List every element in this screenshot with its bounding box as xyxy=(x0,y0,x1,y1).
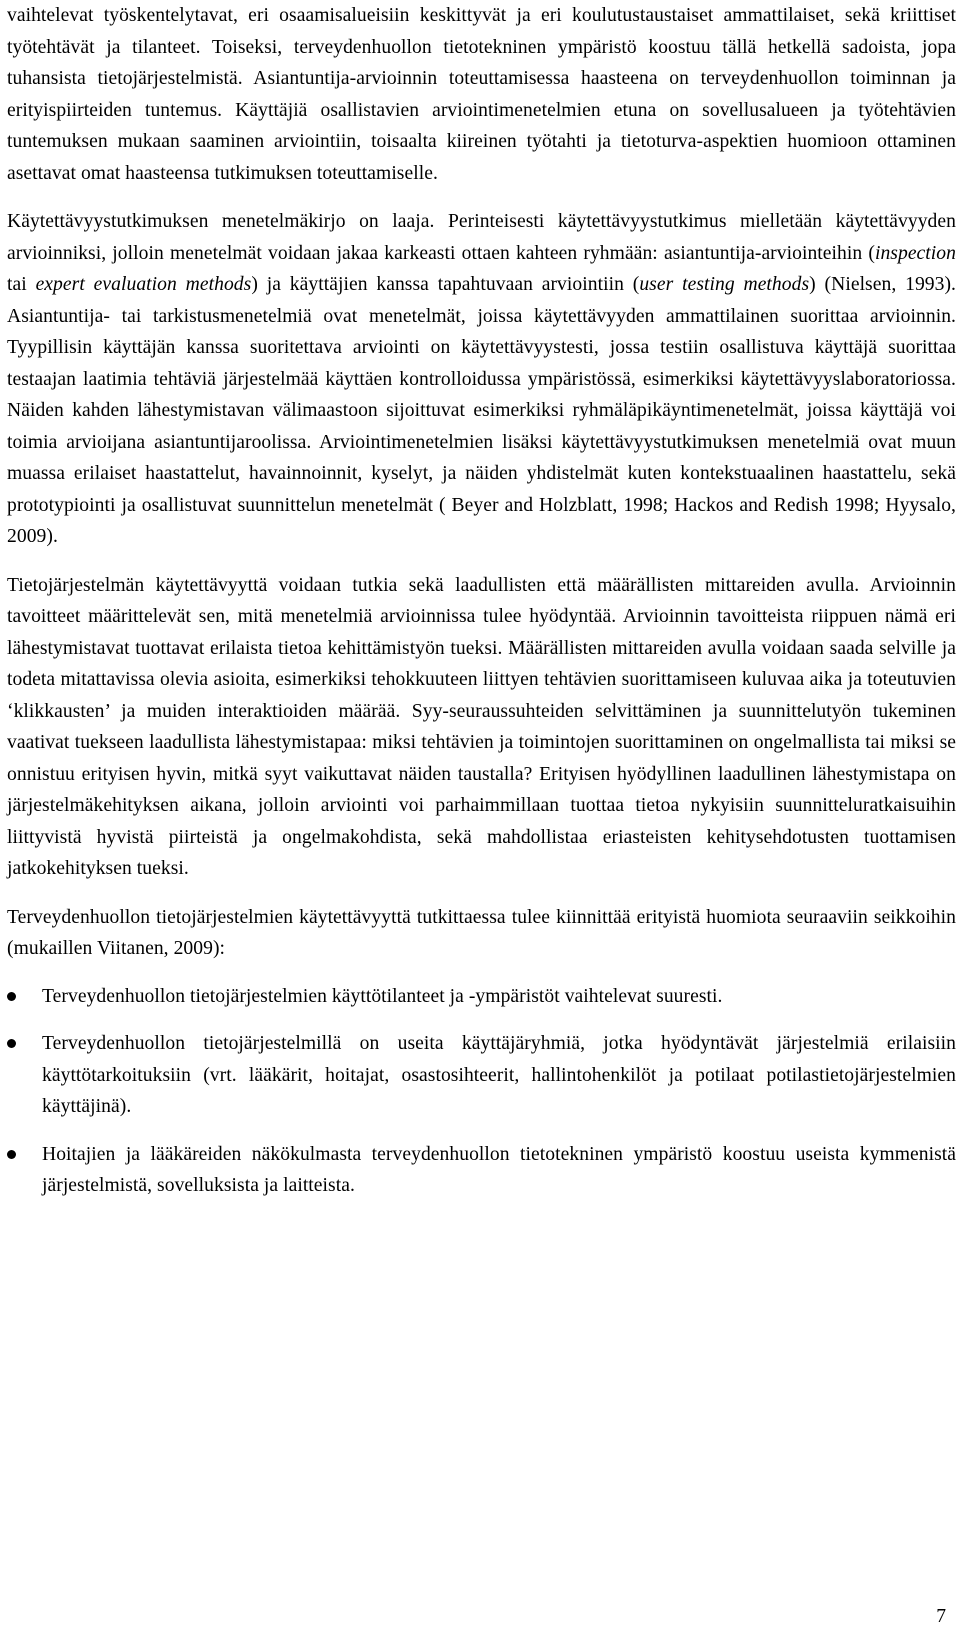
paragraph-1 xyxy=(7,0,956,189)
bullet-icon xyxy=(7,1150,16,1159)
term-user-testing-methods: user testing methods xyxy=(639,274,810,295)
paragraph-2-text-g: ) (Nielsen, 1993). Asiantuntija- tai tarkistusmenetelmiä ovat menetelmät, joissa käytettävyyden ammattilainen suorittaa arvioinnin. Tyypillisin käyttäjän kanssa suoritettava arviointi on käytettävyystesti, jossa testiin osallistuva käyttäjä suorittaa testaajan laatimia tehtäviä järjestelmää käyttäen kontrolloidussa ympäristössä, esimerkiksi käytettävyyslaboratoriossa. Näiden kahden lähestymistavan välimaastoon sijoittuvat esimerkiksi ryhmäläpikäyntimenetelmät, joissa käyttäjä voi toimia arvioijana asiantuntijaroolissa. Arviointimenetelmien lisäksi käytettävyystutkimuksen menetelmiä ovat muun muassa erilaiset haastattelut, havainnoinnit, kyselyt, ja näiden yhdistelmät kuten kontekstuaalinen haastattelu, sekä prototypiointi ja osallistuvat suunnittelun menetelmät ( Beyer and Holzblatt, 1998; Hackos and Redish 1998; Hyysalo, 2009). xyxy=(7,274,957,547)
bullet-item-text: Terveydenhuollon tietojärjestelmillä on useita käyttäjäryhmiä, jotka hyödyntävät järjestelmiä erilaisiin käyttötarkoituksiin (vrt. lääkärit, hoitajat, osastosihteerit, hallintohenkilöt ja potilaat potilastietojärjestelmien käyttäjinä). xyxy=(42,1033,956,1117)
paragraph-2-text-c: tai xyxy=(7,274,36,295)
bullet-item xyxy=(7,1139,956,1202)
bullet-item-text: Hoitajien ja lääkäreiden näkökulmasta terveydenhuollon tietotekninen ympäristö koostuu useista kymmenistä järjestelmistä, sovelluksista ja laitteista. xyxy=(42,1143,956,1196)
paragraph-2-text-a: Käytettävyystutkimuksen menetelmäkirjo on laaja. Perinteisesti käytettävyystutkimus mielletään käytettävyyden arvioinniksi, jolloin menetelmät voidaan jakaa karkeasti ottaen kahteen ryhmään: asiantuntija-arviointeihin ( xyxy=(7,211,956,264)
bullet-icon xyxy=(7,1039,16,1048)
paragraph-4: Terveydenhuollon tietojärjestelmien käytettävyyttä tutkittaessa tulee kiinnittää erityistä huomiota seuraaviin seikkoihin (mukaillen Viitanen, 2009): xyxy=(7,906,956,959)
paragraph-2-text-e: ) ja käyttäjien kanssa tapahtuvaan arviointiin ( xyxy=(251,274,640,295)
page-number: 7 xyxy=(936,1606,946,1627)
bullet-icon xyxy=(7,992,16,1001)
bullet-item xyxy=(7,1028,956,1123)
term-inspection: inspection xyxy=(874,242,956,264)
paragraph-3: Tietojärjestelmän käytettävyyttä voidaan tutkia sekä laadullisten että määrällisten mittareiden avulla. Arvioinnin tavoitteet määrittelevät sen, mitä menetelmiä arvioinnissa tulee hyödyntää. Arvioinnin tavoitteista riippuen nämä eri lähestymistavat tuottavat erilaista tietoa kehittämistyön tueksi. Määrällisten mittareiden avulla voidaan saada selville ja todeta mitattavissa olevia asioita, esimerkiksi tehokkuuteen liittyen tehtävien suorittamiseen kuluvaa aika ja toteutuvien ‘klikkausten’ ja muiden interaktioiden määrää. Syy-seuraussuhteiden selvittäminen ja suunnittelutyön tukeminen vaativat tuekseen laadullista lähestymistapaa: miksi tehtävien ja toimintojen suorittaminen on ongelmallista tai miksi se onnistuu erityisen hyvin, mitkä syyt vaikuttavat näiden taustalla? Erityisen hyödyllinen laadullinen lähestymistapa on järjestelmäkehityksen aikana, jolloin arviointi voi parhaimmillaan tuottaa tietoa nykyisiin suunnitteluratkaisuihin liittyvistä hyvistä piirteistä ja ongelmakohdista, sekä mahdollistaa eriasteisten kehitysehdotusten tuottamisen jatkokehityksen tueksi. xyxy=(7,574,956,879)
term-expert-evaluation-methods: expert evaluation methods xyxy=(35,274,252,295)
document-page xyxy=(7,0,956,1218)
paragraph-2 xyxy=(7,206,956,553)
paragraph-1-text: vaihtelevat työskentelytavat, eri osaamisalueisiin keskittyvät ja eri koulutustaustaiset ammattilaiset, sekä kriittiset työtehtävät ja tilanteet. Toiseksi, terveydenhuollon tietotekninen ympäristö koostuu tällä hetkellä sadoista, jopa tuhansista tietojärjestelmistä. Asiantuntija-arvioinnin toteuttamisessa haasteena on terveydenhuollon toiminnan ja erityispiirteiden tuntemus. Käyttäjiä osallistavien arviointimenetelmien etuna on sovellusalueen ja työtehtävien tuntemuksen mukaan saaminen arviointiin, toisaalta kiireinen työtahti ja tietoturva-aspektien huomioon ottaminen asettavat omat haasteensa tutkimuksen toteuttamiselle. xyxy=(7,5,956,184)
bullet-list xyxy=(7,981,956,1202)
bullet-item xyxy=(7,981,956,1013)
bullet-item-text: Terveydenhuollon tietojärjestelmien käyttötilanteet ja -ympäristöt vaihtelevat suuresti. xyxy=(42,985,723,1007)
